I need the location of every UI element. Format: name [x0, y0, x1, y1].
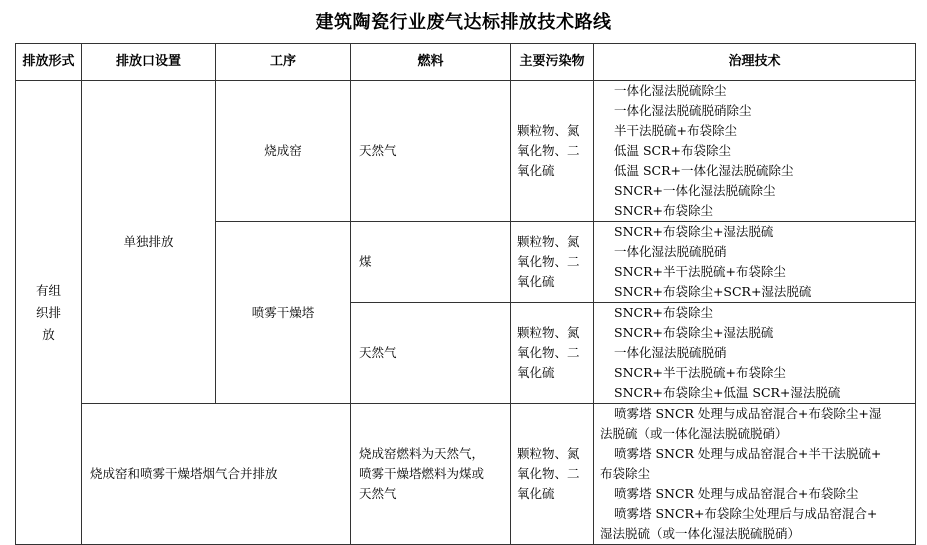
header-pollutants: 主要污染物 [511, 44, 594, 81]
treatment-cell [594, 222, 916, 303]
table-header-row [16, 44, 916, 81]
fuel-cell [351, 404, 511, 545]
process-spray-tower-cell: 喷雾干燥塔 [216, 222, 351, 404]
technique-item: 喷雾塔 SNCR+布袋除尘处理后与成品窑混合+ [614, 506, 878, 521]
technique-item: 低温 SCR+一体化湿法脱硫除尘 [614, 163, 794, 178]
technique-item: 湿法脱硫（或一体化湿法脱硫脱硝） [600, 526, 801, 541]
fuel-cell: 天然气 [351, 81, 511, 222]
header-outlet-setting: 排放口设置 [82, 44, 216, 81]
header-emission-form: 排放形式 [16, 44, 82, 81]
outlet-separate-cell: 单独排放 [82, 81, 216, 404]
header-process: 工序 [216, 44, 351, 81]
technique-item: 喷雾塔 SNCR 处理与成品窑混合+布袋除尘 [614, 486, 859, 501]
pollutant-line: 颗粒物、氮 [517, 325, 580, 340]
technique-item: 半干法脱硫+布袋除尘 [614, 123, 737, 138]
header-treatment: 治理技术 [594, 44, 916, 81]
pollutants-cell [511, 303, 594, 404]
header-fuel: 燃料 [351, 44, 511, 81]
fuel-line: 烧成窑燃料为天然气， [359, 446, 485, 461]
technique-item: SNCR+布袋除尘+SCR+湿法脱硫 [614, 284, 812, 299]
technique-item: SNCR+布袋除尘 [614, 203, 713, 218]
technique-item: SNCR+布袋除尘+低温 SCR+湿法脱硫 [614, 385, 841, 400]
technique-item: SNCR+半干法脱硫+布袋除尘 [614, 365, 786, 380]
pollutant-line: 颗粒物、氮 [517, 123, 580, 138]
technique-item: SNCR+布袋除尘+湿法脱硫 [614, 325, 774, 340]
technique-item: SNCR+半干法脱硫+布袋除尘 [614, 264, 786, 279]
technique-item: SNCR+一体化湿法脱硫除尘 [614, 183, 776, 198]
outlet-combined-cell: 烧成窑和喷雾干燥塔烟气合并排放 [82, 404, 351, 545]
emission-form-cell [16, 81, 82, 545]
pollutant-line: 氧化硫 [517, 365, 555, 380]
pollutant-line: 氧化物、二 [517, 254, 580, 269]
technique-item: 布袋除尘 [600, 466, 651, 481]
fuel-line: 天然气 [359, 486, 397, 501]
treatment-cell [594, 404, 916, 545]
page-title: 建筑陶瓷行业废气达标排放技术路线 [315, 12, 612, 33]
process-kiln-cell: 烧成窑 [216, 81, 351, 222]
treatment-cell [594, 81, 916, 222]
pollutant-line: 氧化物、二 [517, 345, 580, 360]
pollutant-line: 氧化硫 [517, 274, 555, 289]
pollutant-line: 颗粒物、氮 [517, 446, 580, 461]
pollutants-cell [511, 222, 594, 303]
table-row [16, 404, 916, 545]
pollutant-line: 氧化硫 [517, 163, 555, 178]
technique-item: 喷雾塔 SNCR 处理与成品窑混合+布袋除尘+湿 [614, 406, 882, 421]
technique-item: 低温 SCR+布袋除尘 [614, 143, 731, 158]
fuel-line: 喷雾干燥塔燃料为煤或 [359, 466, 485, 481]
technique-item: 一体化湿法脱硫脱硝 [614, 244, 727, 259]
technique-item: SNCR+布袋除尘 [614, 305, 713, 320]
technique-item: 一体化湿法脱硫除尘 [614, 83, 727, 98]
technique-item: SNCR+布袋除尘+湿法脱硫 [614, 224, 774, 239]
pollutants-cell [511, 81, 594, 222]
table-row [16, 81, 916, 222]
technique-item: 一体化湿法脱硫脱硝除尘 [614, 103, 752, 118]
pollutants-cell [511, 404, 594, 545]
pollutant-line: 氧化硫 [517, 486, 555, 501]
pollutant-line: 颗粒物、氮 [517, 234, 580, 249]
treatment-cell [594, 303, 916, 404]
fuel-cell: 煤 [351, 222, 511, 303]
fuel-cell: 天然气 [351, 303, 511, 404]
pollutant-line: 氧化物、二 [517, 143, 580, 158]
technique-item: 法脱硫（或一体化湿法脱硫脱硝） [600, 426, 788, 441]
emission-technology-table [15, 43, 916, 545]
technique-item: 一体化湿法脱硫脱硝 [614, 345, 727, 360]
emission-form-value: 有组织排放 [35, 282, 61, 342]
technique-item: 喷雾塔 SNCR 处理与成品窑混合+半干法脱硫+ [614, 446, 882, 461]
pollutant-line: 氧化物、二 [517, 466, 580, 481]
